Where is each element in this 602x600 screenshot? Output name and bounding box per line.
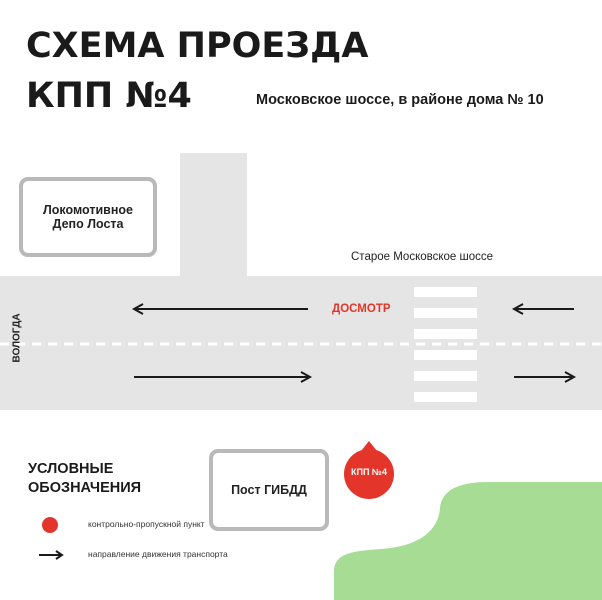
legend-item-traffic-direction: направление движения транспорта xyxy=(88,549,228,559)
address-subtitle: Московское шоссе, в районе дома № 10 xyxy=(256,92,544,108)
red-dot-icon xyxy=(42,517,58,533)
legend-item-checkpoint: контрольно-пропускной пункт xyxy=(88,519,205,529)
legend-title-line2: ОБОЗНАЧЕНИЯ xyxy=(28,480,142,496)
street-label-vologda: ВОЛОГДА xyxy=(11,313,23,363)
depot-label-line1: Локомотивное xyxy=(42,203,133,217)
main-road xyxy=(0,276,602,410)
side-road xyxy=(180,153,247,280)
green-area xyxy=(334,482,602,600)
arrow-right-icon xyxy=(39,551,62,559)
page-title-line1: СХЕМА ПРОЕЗДА xyxy=(26,26,369,66)
legend-title xyxy=(28,460,188,498)
building-locomotive-depot xyxy=(19,177,157,257)
checkpoint-marker-label: КПП №4 xyxy=(351,467,387,477)
page-title-line2: КПП №4 xyxy=(26,76,192,116)
inspection-label: ДОСМОТР xyxy=(332,303,391,315)
legend-title-line1: УСЛОВНЫЕ xyxy=(28,461,114,477)
depot-label-line2: Депо Лоста xyxy=(52,217,124,231)
traffic-police-label: Пост ГИБДД xyxy=(231,483,307,497)
street-label-old-moscow-highway: Старое Московское шоссе xyxy=(351,251,494,263)
